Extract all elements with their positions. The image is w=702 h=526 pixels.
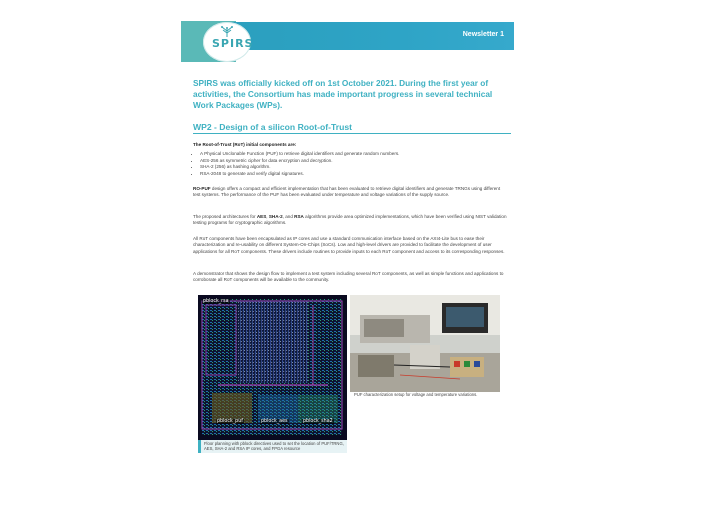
- lab-setup-graphic: [350, 295, 500, 392]
- caption-text: Floor planning with pblock directives used to set the location of PUF/TRNG, AES, SHA-2 and RSA IP cores, and FPGA resource: [204, 441, 344, 452]
- pblock-label: pblock_aes: [261, 419, 288, 424]
- aes-term: AES: [256, 214, 267, 219]
- newsletter-label: Newsletter 1: [462, 31, 504, 38]
- paragraph-ro-puf: [193, 186, 508, 199]
- paragraph-algorithms: [193, 214, 508, 227]
- pblock-label: pblock_puf: [217, 419, 243, 424]
- pblock-label: pblock_rsa: [203, 299, 229, 304]
- left-figure-caption: [198, 440, 347, 453]
- intro-paragraph: SPIRS was officially kicked off on 1st October 2021. During the first year of activities, the Consortium has made important progress in several technical Work Packages (WPs).: [193, 78, 493, 110]
- tree-icon: [218, 25, 236, 37]
- pblock-label: pblock_sha2: [303, 419, 333, 424]
- section-divider: [193, 133, 511, 134]
- rot-heading: The Root-of-Trust (RoT) initial components are:: [193, 142, 297, 147]
- paragraph-text: , and: [282, 214, 295, 219]
- paragraph-text: ,: [266, 214, 269, 219]
- paragraph-demonstrator: A demonstrator that shows the design flow to implement a test system including several RoT components, as well as simple functions and applications to corroborate all RoT components will be available to the community.: [193, 271, 504, 283]
- caption-accent-bar: [198, 440, 201, 453]
- rsa-term: RSA: [294, 214, 304, 219]
- ro-puf-lead: RO-PUF: [193, 186, 211, 191]
- list-item: • A Physical Unclonable Function (PUF) to retrieve digital identifiers and generate random numbers.: [200, 151, 508, 157]
- list-item: • RSA-2048 to generate and verify digital signatures.: [200, 171, 508, 177]
- lab-setup-photo: [350, 295, 500, 392]
- floorplan-image: [198, 295, 347, 440]
- paragraph-text: The proposed architectures for: [193, 214, 257, 219]
- section-title: WP2 - Design of a silicon Root-of-Trust: [193, 122, 352, 132]
- list-item: • SHA-2 (256) as hashing algorithm.: [200, 164, 508, 170]
- right-figure-caption: PUF characterization setup for voltage and temperature variations.: [354, 392, 478, 397]
- list-item: • AES-256 as symmetric cipher for data encryption and decryption.: [200, 158, 508, 164]
- rot-block: [193, 142, 508, 177]
- logo-text: SPIRS: [212, 37, 254, 50]
- sha2-term: SHA-2: [268, 214, 283, 219]
- paragraph-ip-cores: All RoT components have been encapsulated as IP cores and use a standard communication interface based on the AXI4-Lite bus to ease their characterization and re-usability on different System-On-Chips (SoCs). Low and high-level drivers are provided to facilitate the development of user applications for all RoT components. These drivers include routines to provide inputs to each RoT component and access to its corresponding responses.: [193, 236, 505, 254]
- paragraph-text: algorithms provide area optimized implementations, which have been verified using NIST validation testing programs for cryptographic algorithms.: [193, 214, 507, 226]
- rot-list: [193, 151, 508, 177]
- paragraph-text: design offers a compact and efficient implementation that has been evaluated to retrieve digital identifiers and generate TRNGs using different test systems. The performance of the PUF has been evaluated under temperature and voltage variations of the supply source.: [193, 186, 501, 198]
